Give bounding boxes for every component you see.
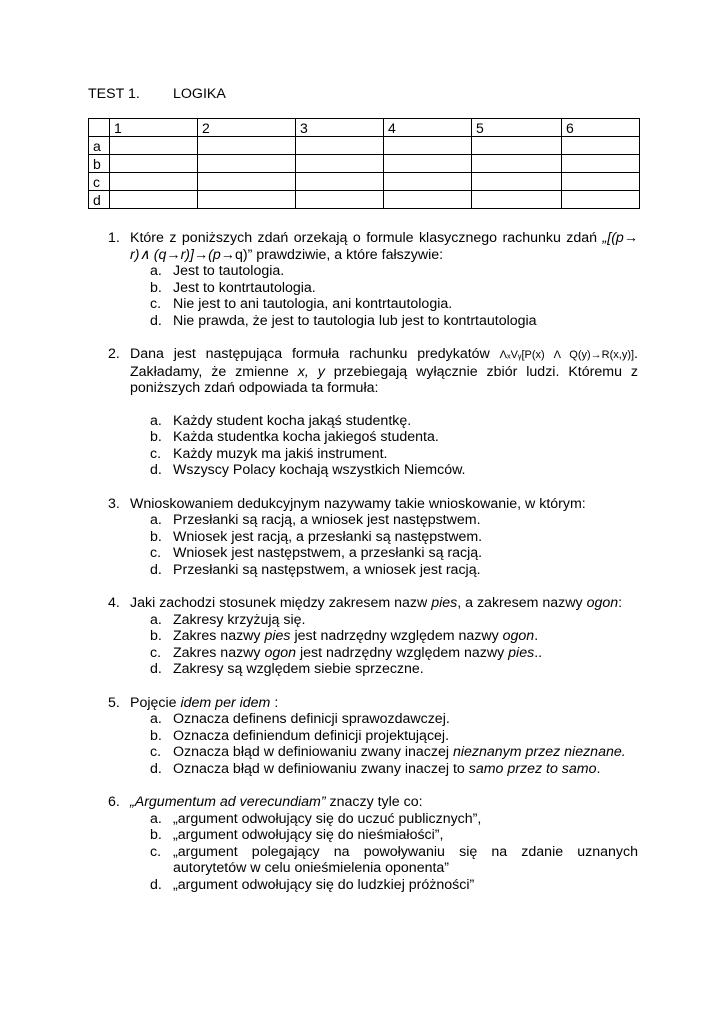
question-number: 4. (108, 595, 120, 611)
answer-cell[interactable] (296, 155, 384, 173)
question-5 (108, 695, 638, 778)
question-text-part: Które z poniższych zdań orzekają o formule klasycznego rachunku zdań (130, 230, 603, 246)
option-d (108, 877, 638, 894)
row-header: c (89, 173, 110, 191)
option-letter: d. (150, 312, 162, 329)
option-b (108, 628, 638, 645)
option-list (108, 811, 638, 894)
row-header: a (89, 137, 110, 155)
answer-cell[interactable] (198, 173, 296, 191)
option-list (108, 263, 638, 329)
option-text: „argument odwołujący się do ludzkiej próżności” (173, 876, 475, 893)
option-list (108, 413, 638, 479)
answer-cell[interactable] (562, 173, 640, 191)
answer-table-corner (89, 119, 110, 137)
formula: „[(p→ r)∧ (q→r)]→(p→ (130, 230, 638, 263)
option-letter: a. (150, 512, 162, 528)
question-number: 1. (108, 230, 120, 246)
option-text: Każdy student kocha jakąś studentkę. (173, 412, 412, 429)
option-text: „argument polegający na powoływaniu się na zdanie uznanych autorytetów w celu onieśmielenia oponenta” (173, 843, 638, 876)
answer-cell[interactable] (296, 191, 384, 209)
option-letter: a. (150, 263, 162, 279)
answer-cell[interactable] (110, 155, 198, 173)
question-text-part: przebiegają wyłącznie zbiór ludzi. Któremu z poniższych zdań odpowiada ta formuła: (130, 363, 639, 396)
option-letter: c. (150, 744, 162, 760)
option-letter: d. (150, 561, 162, 578)
question-1 (108, 230, 638, 329)
column-header: 4 (384, 119, 472, 137)
question-text-part: . Zakładamy, że zmienne (130, 346, 638, 380)
answer-cell[interactable] (110, 137, 198, 155)
term: „Argumentum ad verecundiam” (130, 794, 326, 810)
answer-cell[interactable] (472, 137, 562, 155)
option-letter: b. (150, 429, 162, 445)
answer-cell[interactable] (384, 191, 472, 209)
answer-cell[interactable] (384, 155, 472, 173)
option-letter: c. (150, 843, 162, 860)
answer-row-d (89, 191, 640, 209)
option-text: Oznacza definiendum definicji projektującej. (173, 727, 450, 744)
option-text: Nie jest to ani tautologia, ani kontrtautologia. (173, 296, 453, 312)
option-text: Wniosek jest następstwem, a przesłanki są racją. (173, 545, 483, 561)
row-header: b (89, 155, 110, 173)
option-text: jest nadrzędny względem nazwy (296, 644, 509, 661)
term: pies (508, 644, 535, 661)
answer-cell[interactable] (384, 137, 472, 155)
option-a (108, 612, 638, 629)
answer-cell[interactable] (110, 191, 198, 209)
option-b (108, 529, 638, 546)
question-text-part: : (618, 595, 623, 611)
question-2 (108, 346, 638, 479)
option-text: Przesłanki są następstwem, a wniosek jest racją. (173, 561, 481, 578)
question-text: Wnioskowaniem dedukcyjnym nazywamy takie wnioskowanie, w którym: (130, 495, 586, 512)
option-text: Zakresy krzyżują się. (173, 611, 306, 628)
answer-cell[interactable] (110, 173, 198, 191)
term: ogon (586, 595, 619, 611)
term: samo przez to samo (468, 760, 597, 777)
option-d (108, 661, 638, 678)
answer-cell[interactable] (198, 137, 296, 155)
option-letter: d. (150, 661, 162, 677)
column-header: 2 (198, 119, 296, 137)
test-heading (88, 86, 226, 102)
option-c (108, 744, 638, 761)
question-number: 6. (108, 794, 120, 810)
option-letter: a. (150, 412, 162, 429)
answer-cell[interactable] (472, 191, 562, 209)
option-d (108, 761, 638, 778)
test-subject: LOGIKA (173, 86, 226, 102)
column-header: 3 (296, 119, 384, 137)
question-number: 3. (108, 495, 120, 512)
option-d (108, 313, 638, 330)
answer-row-a (89, 137, 640, 155)
question-text-part: , a zakresem nazwy (457, 595, 587, 611)
question-number: 5. (108, 694, 120, 711)
option-letter: b. (150, 528, 162, 545)
question-3 (108, 496, 638, 579)
question-text-part: q)” prawdziwie, a które fałszywie: (234, 246, 444, 263)
option-list (108, 612, 638, 678)
answer-row-b (89, 155, 640, 173)
answer-cell[interactable] (198, 191, 296, 209)
row-header: d (89, 191, 110, 209)
option-d (108, 462, 638, 479)
column-header: 5 (472, 119, 562, 137)
answer-row-c (89, 173, 640, 191)
option-text: Jest to kontrtautologia. (173, 279, 316, 296)
option-b (108, 280, 638, 297)
option-letter: c. (150, 545, 162, 561)
term: idem per idem (180, 694, 271, 711)
option-list (108, 711, 638, 777)
option-a (108, 512, 638, 529)
option-text: Nie prawda, że jest to tautologia lub jest to kontrtautologia (173, 312, 537, 329)
question-text (130, 230, 638, 263)
option-letter: c. (150, 296, 162, 312)
term: ogon (264, 644, 297, 661)
option-d (108, 562, 638, 579)
option-text: Przesłanki są racją, a wniosek jest następstwem. (173, 512, 481, 528)
question-text-part: : (270, 694, 279, 711)
formula: ΛₓVᵧ[P(x) Λ Q(y)→R(x,y)] (499, 349, 635, 361)
option-a (108, 811, 638, 828)
option-text: .. (534, 644, 543, 661)
answer-cell[interactable] (384, 173, 472, 191)
option-text: Oznacza błąd w definiowaniu zwany inaczej (173, 744, 453, 760)
option-b (108, 827, 638, 844)
option-letter: b. (150, 827, 162, 843)
option-a (108, 263, 638, 280)
option-text: . (534, 628, 539, 644)
question-text-part: Pojęcie (130, 694, 181, 711)
option-text: Każda studentka kocha jakiegoś studenta. (173, 429, 439, 445)
option-c (108, 296, 638, 313)
option-c (108, 844, 638, 877)
option-a (108, 413, 638, 430)
option-letter: c. (150, 644, 162, 661)
option-list (108, 512, 638, 578)
option-letter: d. (150, 462, 162, 478)
question-6 (108, 794, 638, 893)
option-letter: b. (150, 628, 162, 644)
question-text-part: Jaki zachodzi stosunek między zakresem nazw (130, 595, 432, 611)
question-text-part: znaczy tyle co: (325, 794, 423, 810)
option-letter: b. (150, 279, 162, 296)
answer-cell[interactable] (562, 155, 640, 173)
answer-cell[interactable] (472, 173, 562, 191)
option-letter: d. (150, 760, 162, 777)
question-text (130, 695, 638, 712)
answer-table-header-row (89, 119, 640, 137)
option-letter: d. (150, 876, 162, 893)
term: nieznanym przez nieznane. (452, 744, 626, 760)
term: pies (264, 628, 291, 644)
question-text (130, 346, 638, 397)
option-letter: b. (150, 727, 162, 744)
option-text: Każdy muzyk ma jakiś instrument. (173, 445, 388, 462)
question-text (130, 595, 638, 612)
question-number: 2. (108, 346, 120, 362)
option-text: jest nadrzędny względem nazwy (290, 628, 503, 644)
test-label: TEST 1. (88, 86, 140, 102)
option-a (108, 711, 638, 728)
option-text: „argument odwołujący się do uczuć publicznych”, (173, 810, 482, 827)
answer-cell[interactable] (198, 155, 296, 173)
option-text: Zakresy są względem siebie sprzeczne. (173, 661, 424, 677)
option-text: Wszyscy Polacy kochają wszystkich Niemców. (173, 462, 466, 478)
option-c (108, 545, 638, 562)
term: pies (431, 595, 458, 611)
option-letter: a. (150, 810, 162, 827)
option-text: Zakres nazwy (173, 628, 265, 644)
column-header: 1 (110, 119, 198, 137)
option-c (108, 645, 638, 662)
term: ogon (502, 628, 535, 644)
option-text: Jest to tautologia. (173, 263, 285, 279)
option-letter: a. (150, 611, 162, 628)
option-b (108, 728, 638, 745)
question-4 (108, 595, 638, 678)
answer-cell[interactable] (562, 137, 640, 155)
answer-cell[interactable] (562, 191, 640, 209)
variables: x, y (297, 363, 325, 380)
option-text: Zakres nazwy (173, 644, 265, 661)
option-letter: c. (150, 445, 162, 462)
option-b (108, 429, 638, 446)
answer-cell[interactable] (296, 173, 384, 191)
answer-cell[interactable] (296, 137, 384, 155)
question-text-part: Dana jest następująca formuła rachunku predykatów (130, 346, 500, 362)
option-text: Oznacza definens definicji sprawozdawczej. (173, 711, 450, 727)
option-text: . (596, 760, 601, 777)
option-c (108, 446, 638, 463)
option-text: Wniosek jest racją, a przesłanki są następstwem. (173, 528, 483, 545)
option-text: „argument odwołujący się do nieśmiałości”, (173, 827, 444, 843)
answer-cell[interactable] (472, 155, 562, 173)
answer-table (88, 118, 640, 209)
option-text: Oznacza błąd w definiowaniu zwany inaczej to (173, 760, 469, 777)
question-list (108, 230, 638, 910)
question-text (130, 794, 638, 811)
option-letter: a. (150, 711, 162, 727)
column-header: 6 (562, 119, 640, 137)
